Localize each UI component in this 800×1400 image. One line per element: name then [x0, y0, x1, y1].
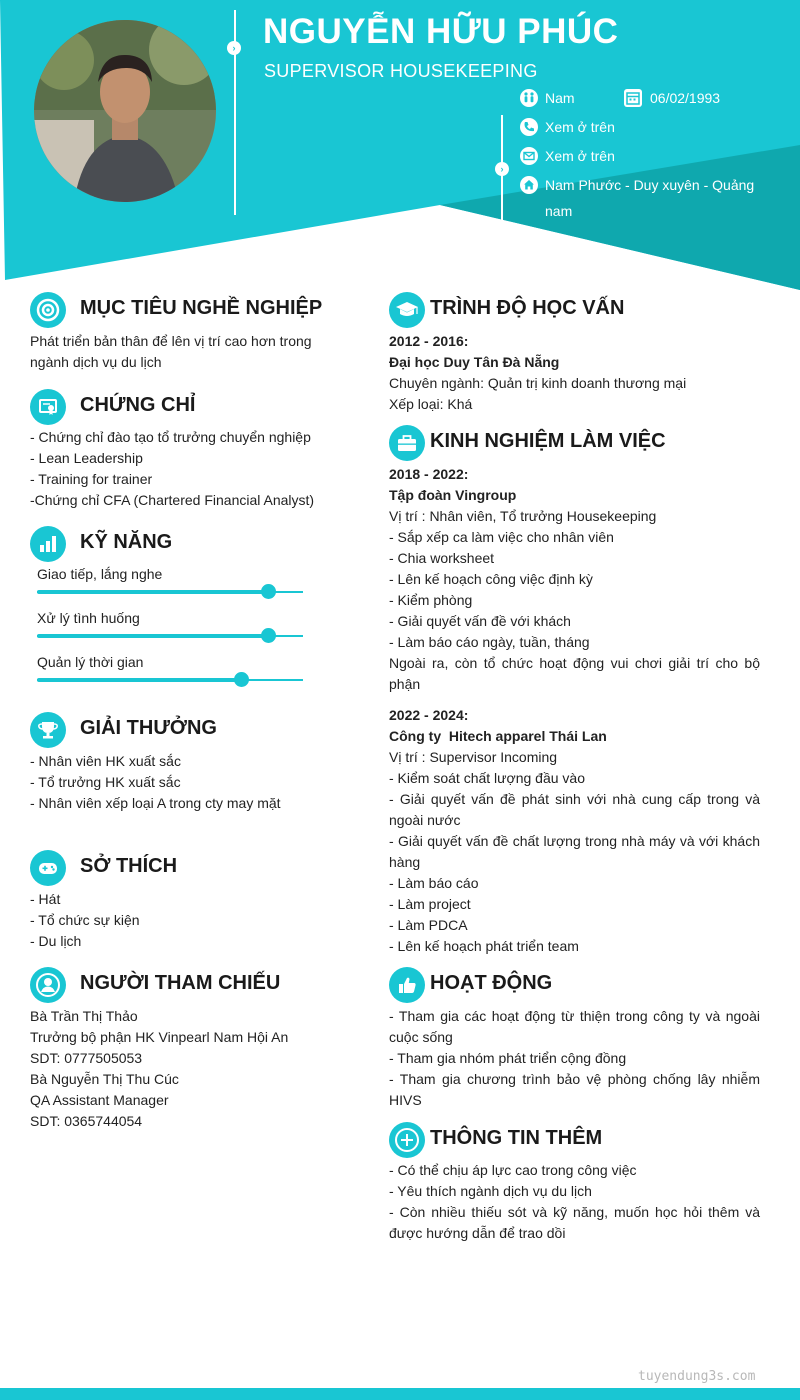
certificates-title: CHỨNG CHỈ — [80, 394, 196, 416]
graduation-cap-icon — [389, 292, 425, 328]
award-item: - Tổ trưởng HK xuất sắc — [30, 774, 181, 790]
objective-text — [30, 331, 312, 373]
objective-title: MỤC TIÊU NGHỀ NGHIỆP — [80, 297, 323, 319]
job-line: Vị trí : Supervisor Incoming — [389, 749, 558, 765]
skill-bar — [37, 591, 303, 593]
additional-item: - Yêu thích ngành dịch vụ du lịch — [389, 1183, 592, 1199]
references-title: NGƯỜI THAM CHIẾU — [80, 972, 281, 994]
references-list — [30, 1006, 288, 1132]
hobby-item: - Du lịch — [30, 933, 82, 949]
education-period: 2012 - 2016: — [389, 333, 469, 349]
education-title: TRÌNH ĐỘ HỌC VẤN — [430, 297, 625, 319]
reference-line: Trưởng bộ phận HK Vinpearl Nam Hội An — [30, 1029, 289, 1045]
objective-line: Phát triển bản thân để lên vị trí cao hơn trong — [30, 333, 312, 349]
certificates-list — [30, 427, 314, 511]
reference-line: SDT: 0365744054 — [30, 1113, 143, 1129]
gender-text: Nam — [545, 90, 575, 106]
experience-job — [389, 464, 760, 695]
job-line: - Giải quyết vấn đề với khách — [389, 613, 571, 629]
target-icon — [30, 292, 66, 328]
additional-item: - Có thể chịu áp lực cao trong công việc — [389, 1162, 637, 1178]
job-line: - Làm báo cáo ngày, tuần, tháng — [389, 634, 590, 650]
job-company: Công ty Hitech apparel Thái Lan — [389, 728, 607, 744]
certificate-icon — [30, 389, 66, 425]
calendar-icon — [624, 89, 642, 107]
job-title: SUPERVISOR HOUSEKEEPING — [264, 61, 538, 81]
skill-label: Quản lý thời gian — [37, 654, 144, 670]
job-line: - Làm project — [389, 896, 471, 912]
education-grade: Xếp loại: Khá — [389, 396, 473, 412]
email-icon — [520, 147, 538, 165]
plus-circle-icon — [389, 1122, 425, 1158]
birthday-text: 06/02/1993 — [650, 90, 721, 106]
reference-line: Bà Nguyễn Thị Thu Cúc — [30, 1071, 179, 1087]
job-line: - Lên kế hoạch công việc định kỳ — [389, 571, 593, 587]
award-item: - Nhân viên HK xuất sắc — [30, 753, 181, 769]
activity-item: - Tham gia chương trình bảo vệ phòng chống lây nhiễm HIVS — [389, 1071, 760, 1108]
phone-icon — [520, 118, 538, 136]
skill-label: Xử lý tình huống — [37, 610, 140, 626]
address-line-2: nam — [545, 203, 573, 219]
job-line: - Kiểm phòng — [389, 592, 473, 608]
activities-title: HOẠT ĐỘNG — [430, 972, 553, 994]
job-line: - Chia worksheet — [389, 550, 495, 566]
award-item: - Nhân viên xếp loại A trong cty may mặt — [30, 795, 281, 811]
awards-list — [30, 751, 281, 814]
reference-line: QA Assistant Manager — [30, 1092, 169, 1108]
job-line: - Giải quyết vấn đề phát sinh với nhà cung cấp trong và ngoài nước — [389, 791, 760, 828]
activity-item: - Tham gia các hoạt động từ thiện trong công ty và ngoài cuộc sống — [389, 1008, 760, 1045]
skill-level-knob — [261, 628, 276, 643]
home-icon — [520, 176, 538, 194]
briefcase-icon — [389, 425, 425, 461]
skill-item — [37, 566, 303, 593]
job-line: - Lên kế hoạch phát triển team — [389, 938, 579, 954]
gamepad-icon — [30, 850, 66, 886]
footer-bar — [0, 1388, 800, 1400]
job-period: 2022 - 2024: — [389, 707, 469, 723]
chevron-right-icon: › — [495, 162, 509, 176]
job-line: - Làm báo cáo — [389, 875, 479, 891]
additional-list — [389, 1160, 760, 1244]
objective-line: ngành dịch vụ du lịch — [30, 354, 162, 370]
hobby-item: - Hát — [30, 891, 61, 907]
skill-item — [37, 610, 303, 637]
bar-chart-icon — [30, 526, 66, 562]
job-line: - Sắp xếp ca làm việc cho nhân viên — [389, 529, 614, 545]
gender-icon — [520, 89, 538, 107]
email-text: Xem ở trên — [545, 148, 615, 164]
skill-item — [37, 654, 303, 681]
certificate-item: -Chứng chỉ CFA (Chartered Financial Analyst) — [30, 492, 315, 508]
candidate-name: NGUYỄN HỮU PHÚC — [263, 12, 619, 51]
education-details — [389, 331, 686, 415]
skill-bar — [37, 635, 303, 637]
education-major: Chuyên ngành: Quản trị kinh doanh thương mại — [389, 375, 687, 391]
reference-line: SDT: 0777505053 — [30, 1050, 143, 1066]
hobby-item: - Tổ chức sự kiện — [30, 912, 140, 928]
thumbs-up-icon — [389, 967, 425, 1003]
phone-text: Xem ở trên — [545, 119, 615, 135]
job-line: - Làm PDCA — [389, 917, 468, 933]
reference-line: Bà Trần Thị Thảo — [30, 1008, 138, 1024]
experience-title: KINH NGHIỆM LÀM VIỆC — [430, 430, 666, 452]
user-icon — [30, 967, 66, 1003]
job-line: - Giải quyết vấn đề chất lượng trong nhà máy và với khách hàng — [389, 833, 760, 870]
experience-job — [389, 705, 760, 957]
job-period: 2018 - 2022: — [389, 466, 469, 482]
address-text — [545, 172, 754, 224]
address-line-1: Nam Phước - Duy xuyên - Quảng — [545, 177, 755, 193]
activity-item: - Tham gia nhóm phát triển cộng đồng — [389, 1050, 627, 1066]
chevron-right-icon: › — [227, 41, 241, 55]
activities-list — [389, 1006, 760, 1111]
hobbies-title: SỞ THÍCH — [80, 855, 178, 877]
certificate-item: - Training for trainer — [30, 471, 153, 487]
skill-level-knob — [261, 584, 276, 599]
skills-title: KỸ NĂNG — [80, 531, 173, 553]
job-line: Ngoài ra, còn tổ chức hoạt động vui chơi giải trí cho bộ phận — [389, 655, 760, 692]
skill-level-knob — [234, 672, 249, 687]
watermark: tuyendung3s.com — [638, 1369, 756, 1384]
additional-item: - Còn nhiều thiếu sót và kỹ năng, muốn học hỏi thêm và được hướng dẫn để trao dồi — [389, 1204, 760, 1241]
job-line: Vị trí : Nhân viên, Tổ trưởng Housekeeping — [389, 508, 657, 524]
hobbies-list — [30, 889, 140, 952]
certificate-item: - Lean Leadership — [30, 450, 143, 466]
trophy-icon — [30, 712, 66, 748]
additional-title: THÔNG TIN THÊM — [430, 1127, 603, 1149]
profile-photo — [34, 20, 216, 202]
skill-bar — [37, 679, 303, 681]
job-line: - Kiểm soát chất lượng đầu vào — [389, 770, 585, 786]
education-school: Đại học Duy Tân Đà Nẵng — [389, 354, 560, 370]
job-company: Tập đoàn Vingroup — [389, 487, 517, 503]
awards-title: GIẢI THƯỞNG — [80, 717, 217, 739]
skill-label: Giao tiếp, lắng nghe — [37, 566, 163, 582]
certificate-item: - Chứng chỉ đào tạo tổ trưởng chuyển nghiệp — [30, 429, 311, 445]
